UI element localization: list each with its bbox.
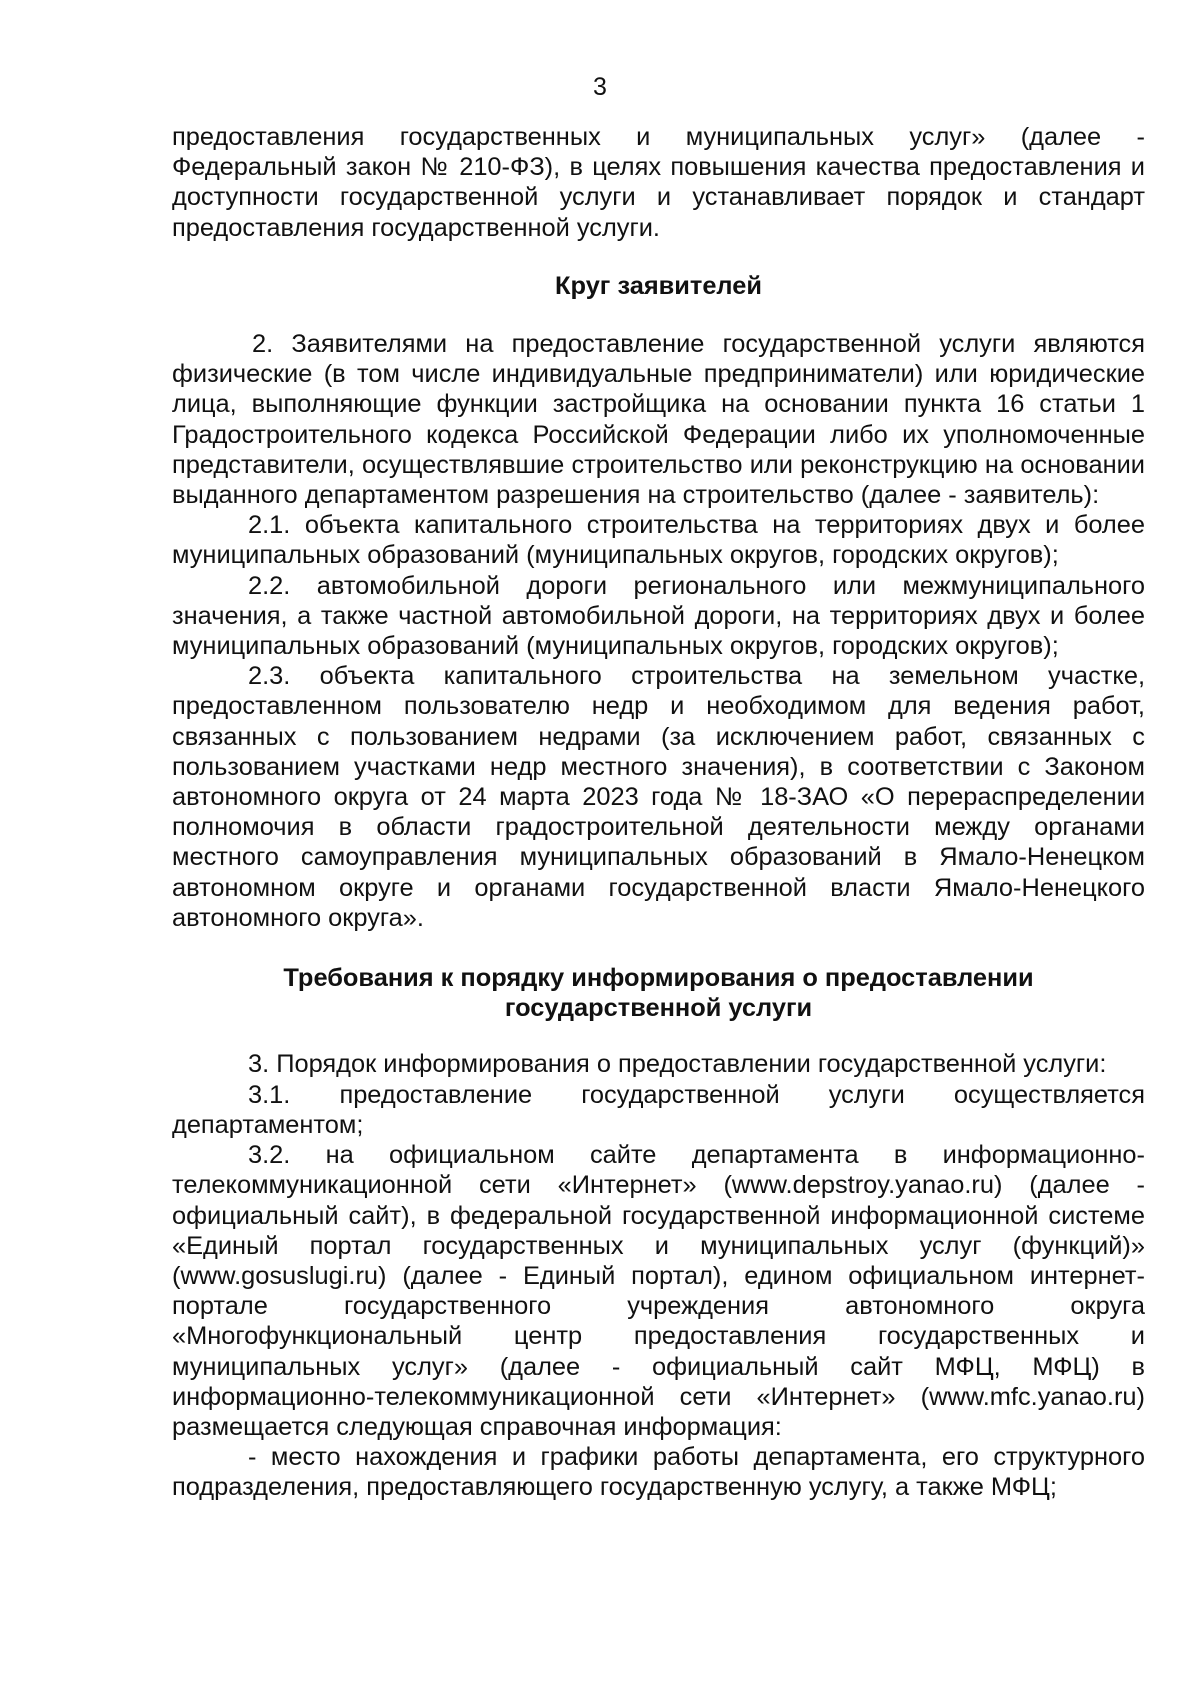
section-heading-applicants: Круг заявителей: [555, 271, 762, 300]
bullet-item: - место нахождения и графики работы департамента, его структурного подразделения, предоставляющего государственную услугу, а также МФЦ;: [172, 1443, 1145, 1502]
section-heading-line-2: государственной услуги: [504, 994, 813, 1023]
intro-paragraph: предоставления государственных и муниципальных услуг» (далее - Федеральный закон № 210-ФЗ), в целях повышения качества предоставления и доступности государственной услуги и устанавливает порядок и стандарт предоставления государственной услуги.: [172, 123, 1145, 242]
paragraph-2-1: 2.1. объекта капитального строительства на территориях двух и более муниципальных образований (муниципальных округов, городских округов);: [172, 511, 1145, 570]
paragraph-3-2: 3.2. на официальном сайте департамента в информационно-телекоммуникационной сети «Интернет» (www.depstroy.yanao.ru) (далее - официальный сайт), в федеральной государственной информационной системе «Единый портал государственных и муниципальных услуг (функций)» (www.gosuslugi.ru) (далее - Единый портал), едином официальном интернет-портале государственного учреждения автономного округа «Многофункциональный центр предоставления государственных и муниципальных услуг» (далее - официальный сайт МФЦ, МФЦ) в информационно-телекоммуникационной сети «Интернет» (www.mfc.yanao.ru) размещается следующая справочная информация:: [172, 1141, 1145, 1441]
section-heading-line-1: Требования к порядку информирования о предоставлении: [283, 964, 1034, 993]
paragraph-2-3: 2.3. объекта капитального строительства на земельном участке, предоставленном пользователю недр и необходимом для ведения работ, связанных с пользованием недрами (за исключением работ, связанных с пользованием участками недр местного значения), в соответствии с Законом автономного округа от 24 марта 2023 года № 18-ЗАО «О перераспределении полномочия в области градостроительной деятельности между органами местного самоуправления муниципальных образований в Ямало-Ненецком автономном округе и органами государственной власти Ямало-Ненецкого автономного округа».: [172, 662, 1145, 932]
page-number: 3: [593, 73, 607, 101]
paragraph-2: 2. Заявителями на предоставление государственной услуги являются физические (в том числе индивидуальные предприниматели) или юридические лица, выполняющие функции застройщика на основании пункта 16 статьи 1 Градостроительного кодекса Российской Федерации либо их уполномоченные представители, осуществлявшие строительство или реконструкцию на основании выданного департаментом разрешения на строительство (далее - заявитель):: [172, 330, 1145, 510]
document-body: [172, 122, 1145, 1503]
paragraph-3: 3. Порядок информирования о предоставлении государственной услуги:: [248, 1050, 1107, 1079]
paragraph-2-2: 2.2. автомобильной дороги регионального или межмуниципального значения, а также частной автомобильной дороги, на территориях двух и более муниципальных образований (муниципальных округов, городских округов);: [172, 571, 1145, 661]
paragraph-3-1: 3.1. предоставление государственной услуги осуществляется департаментом;: [172, 1080, 1145, 1139]
section-heading-informing: [172, 963, 1145, 1023]
